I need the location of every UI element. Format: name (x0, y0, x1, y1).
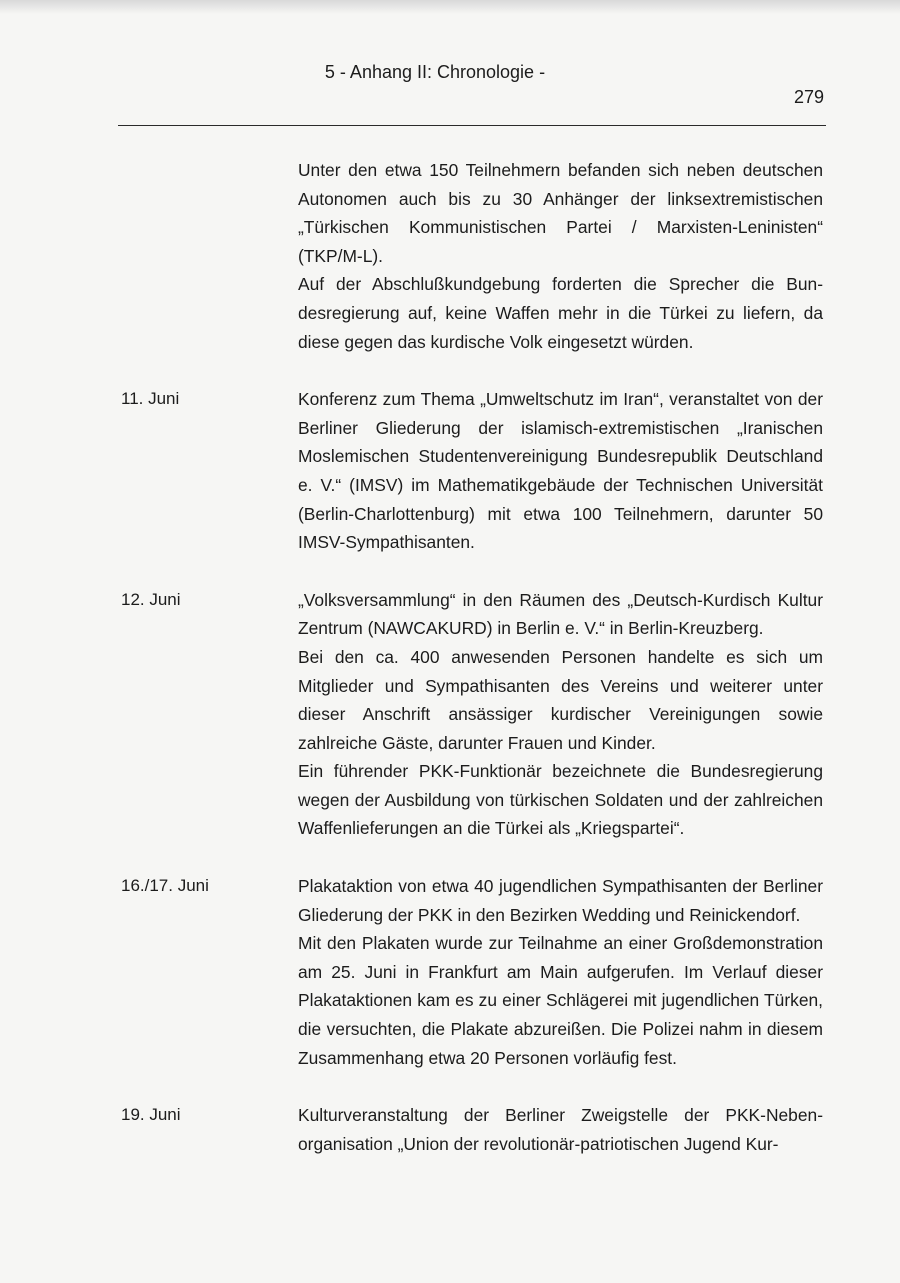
page-header-title: 5 - Anhang II: Chronologie - (324, 62, 546, 82)
chronology-entry (0, 586, 900, 843)
entry-paragraph: Kulturveranstaltung der Berliner Zweigstelle der PKK-Nebenorganisation „Union der revolutionär-patriotischen Jugend Kur- (298, 1105, 823, 1154)
entry-paragraph: Ein führender PKK-Funktionär bezeichnete die Bundesregierung wegen der Ausbildung von türkischen Soldaten und der zahlreichen Waffenlieferungen an die Türkei als „Kriegspartei“. (298, 761, 823, 839)
entry-paragraph: Mit den Plakaten wurde zur Teilnahme an einer Großdemonstration am 25. Juni in Frankfurt am Main aufgerufen. Im Verlauf dieser Plakataktionen kam es zu einer Schlägerei mit jugendlichen Türken, die versuchten, die Plakate abzureißen. Die Polizei nahm in diesem Zusammenhang etwa 20 Personen vorläufig fest. (298, 933, 823, 1068)
chronology-entry (0, 156, 900, 356)
entry-date: 12. Juni (121, 589, 181, 609)
entry-body (298, 385, 823, 557)
entry-paragraph: Plakataktion von etwa 40 jugendlichen Sympathisanten der Berliner Gliederung der PKK in den Bezirken Wedding und Reinickendorf. (298, 876, 823, 925)
page-number: 279 (793, 87, 824, 107)
entry-body (298, 872, 823, 1072)
entry-date: 19. Juni (121, 1105, 181, 1125)
entry-paragraph: Auf der Abschlußkundgebung forderten die Sprecher die Bundesregierung auf, keine Waffen mehr in die Türkei zu liefern, da diese gegen das kurdische Volk eingesetzt würden. (298, 274, 823, 352)
chronology-entry (0, 385, 900, 557)
chronology-entry (0, 872, 900, 1072)
entry-paragraph: Konferenz zum Thema „Umweltschutz im Iran“, veranstaltet von der Berliner Gliederung der islamisch-extremistischen „Iranischen Moslemischen Studentenvereinigung Bundesrepublik Deutschland e. V.“ (IMSV) im Mathematikgebäude der Technischen Universität (Berlin-Charlottenburg) mit etwa 100 Teilnehmern, darunter 50 IMSV-Sympathisanten. (298, 389, 823, 553)
entry-paragraph: Bei den ca. 400 anwesenden Personen handelte es sich um Mitglieder und Sympathisanten des Vereins und weiterer unter dieser Anschrift ansässiger kurdischer Vereinigungen sowie zahlreiche Gäste, darunter Frauen und Kinder. (298, 646, 823, 753)
entry-date: 11. Juni (121, 389, 180, 409)
entry-body (298, 1101, 823, 1158)
entry-paragraph: „Volksversammlung“ in den Räumen des „Deutsch-Kurdisch Kultur Zentrum (NAWCAKURD) in Berlin e. V.“ in Berlin-Kreuzberg. (298, 589, 823, 639)
header-divider (118, 125, 826, 126)
entry-body (298, 586, 823, 843)
entry-date: 16./17. Juni (121, 876, 209, 896)
chronology-entries (0, 156, 900, 1187)
entry-body (298, 156, 823, 356)
chronology-entry (0, 1101, 900, 1158)
entry-paragraph: Unter den etwa 150 Teilnehmern befanden sich neben deutschen Autonomen auch bis zu 30 Anhänger der linksextremistischen „Türkischen Kommunistischen Partei / Marxisten-Leninisten“ (TKP/M-L). (298, 160, 823, 266)
scan-edge (0, 0, 900, 14)
